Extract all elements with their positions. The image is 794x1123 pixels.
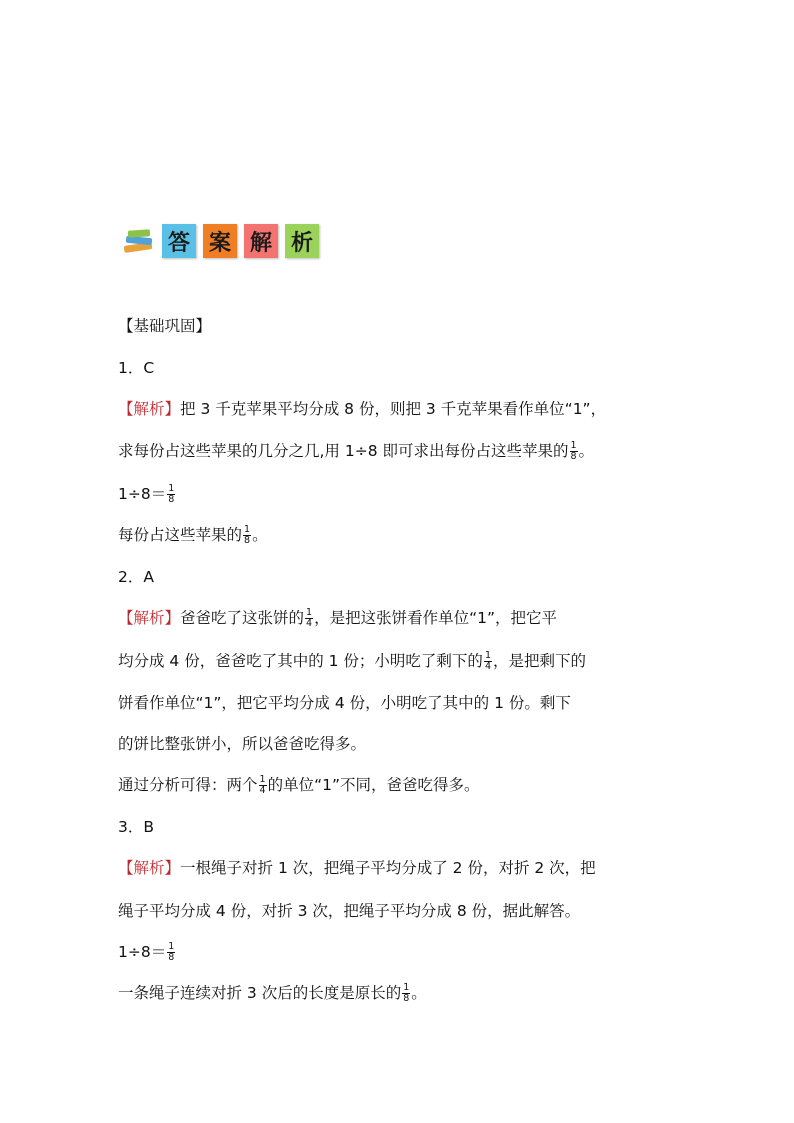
fraction: $\frac{1}{8}$ [168,941,175,963]
fraction: $\frac{1}{8}$ [168,483,175,505]
analysis-tag: 【解析】 [118,859,181,877]
q1-equation: 1÷8＝ $\frac{1}{8}$ [118,483,175,505]
fraction: $\frac{1}{4}$ [306,607,313,629]
fraction: $\frac{1}{8}$ [403,982,410,1004]
q3-label: 3．B [118,818,154,836]
q2-line-1: 【解析】爸爸吃了这张饼的 $\frac{1}{4}$ ，是把这张饼看作单位“1”，把它平 [118,607,558,629]
answer-analysis-banner [122,222,326,260]
q2-label: 2．A [118,568,154,586]
analysis-tag: 【解析】 [118,609,181,627]
q1-label: 1．C [118,359,155,377]
q1-line-4: 每份占这些苹果的 $\frac{1}{8}$ 。 [118,524,268,546]
banner-tile: 案 [203,224,237,258]
q3-line-2: 绳子平均分成 4 份，对折 3 次，把绳子平均分成 8 份，据此解答。 [118,902,581,920]
fraction: $\frac{1}{8}$ [244,524,251,546]
banner-tile: 解 [244,224,278,258]
analysis-tag: 【解析】 [118,400,181,418]
q2-line-3: 饼看作单位“1”，把它平均分成 4 份，小明吃了其中的 1 份。剩下 [118,694,571,712]
q3-equation: 1÷8＝ $\frac{1}{8}$ [118,941,175,963]
fraction: $\frac{1}{4}$ [484,650,491,672]
banner-tile: 析 [285,224,319,258]
fraction: $\frac{1}{4}$ [259,774,266,796]
q2-line-2: 均分成 4 份，爸爸吃了其中的 1 份；小明吃了剩下的 $\frac{1}{4}$ ，是把剩下的 [118,650,586,672]
section-title: 【基础巩固】 [118,317,212,335]
q3-line-1: 【解析】一根绳子对折 1 次，把绳子平均分成了 2 份，对折 2 次，把 [118,859,596,877]
q1-line-1: 【解析】把 3 千克苹果平均分成 8 份，则把 3 千克苹果看作单位“1”， [118,400,607,418]
books-icon [122,224,156,258]
banner-tile: 答 [162,224,196,258]
q3-line-4: 一条绳子连续对折 3 次后的长度是原长的 $\frac{1}{8}$ 。 [118,982,427,1004]
q2-line-4: 的饼比整张饼小，所以爸爸吃得多。 [118,735,367,753]
fraction: $\frac{1}{8}$ [570,440,577,462]
q1-line-2: 求每份占这些苹果的几分之几,用 1÷8 即可求出每份占这些苹果的 $\frac{1}{8}$ 。 [118,440,595,462]
q2-line-5: 通过分析可得：两个 $\frac{1}{4}$ 的单位“1”不同，爸爸吃得多。 [118,774,480,796]
